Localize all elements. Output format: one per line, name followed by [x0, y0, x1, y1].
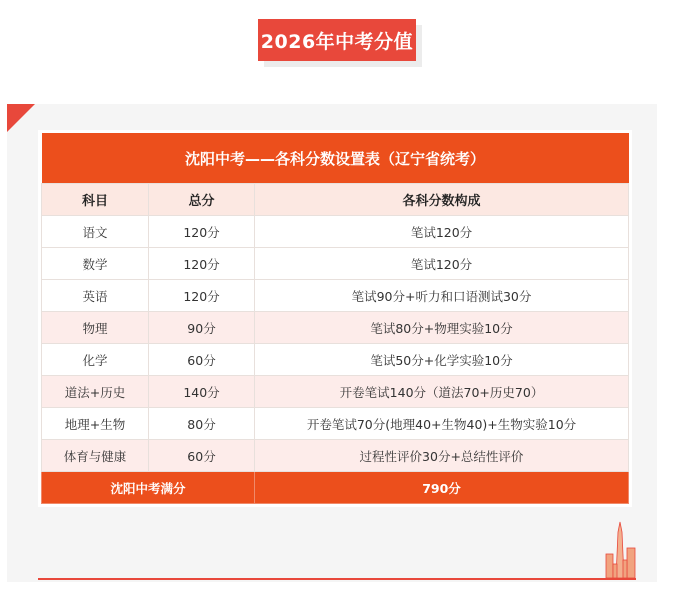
subject-cell: 语文	[42, 216, 149, 248]
composition-cell: 笔试120分	[255, 248, 629, 280]
table-row	[42, 344, 629, 376]
page-title: 2026年中考分值	[258, 19, 416, 61]
table-header-row	[42, 184, 629, 216]
table-row	[42, 408, 629, 440]
total-cell: 60分	[149, 440, 255, 472]
table-title: 沈阳中考——各科分数设置表（辽宁省统考）	[42, 133, 629, 184]
composition-cell: 过程性评价30分+总结性评价	[255, 440, 629, 472]
total-cell: 120分	[149, 216, 255, 248]
subject-cell: 数学	[42, 248, 149, 280]
column-header-total: 总分	[149, 184, 255, 216]
total-cell: 140分	[149, 376, 255, 408]
total-cell: 120分	[149, 280, 255, 312]
score-table	[41, 133, 629, 504]
subject-cell: 英语	[42, 280, 149, 312]
table-row	[42, 248, 629, 280]
total-cell: 80分	[149, 408, 255, 440]
table-row	[42, 216, 629, 248]
total-cell: 120分	[149, 248, 255, 280]
table-row	[42, 376, 629, 408]
table-row	[42, 312, 629, 344]
column-header-subject: 科目	[42, 184, 149, 216]
composition-cell: 笔试80分+物理实验10分	[255, 312, 629, 344]
subject-cell: 体育与健康	[42, 440, 149, 472]
total-cell: 60分	[149, 344, 255, 376]
composition-cell: 笔试50分+化学实验10分	[255, 344, 629, 376]
table-total-row	[42, 472, 629, 504]
composition-cell: 笔试120分	[255, 216, 629, 248]
corner-decoration	[7, 104, 35, 132]
subject-cell: 地理+生物	[42, 408, 149, 440]
subject-cell: 化学	[42, 344, 149, 376]
composition-cell: 开卷笔试70分(地理40+生物40)+生物实验10分	[255, 408, 629, 440]
score-table-container	[38, 130, 632, 507]
total-value: 790分	[255, 472, 629, 504]
subject-cell: 物理	[42, 312, 149, 344]
skyline-icon	[600, 520, 640, 580]
composition-cell: 笔试90分+听力和口语测试30分	[255, 280, 629, 312]
total-cell: 90分	[149, 312, 255, 344]
total-label: 沈阳中考满分	[42, 472, 255, 504]
subject-cell: 道法+历史	[42, 376, 149, 408]
table-row	[42, 440, 629, 472]
composition-cell: 开卷笔试140分（道法70+历史70）	[255, 376, 629, 408]
table-row	[42, 280, 629, 312]
column-header-composition: 各科分数构成	[255, 184, 629, 216]
table-title-row	[42, 133, 629, 184]
bottom-divider	[38, 578, 636, 580]
